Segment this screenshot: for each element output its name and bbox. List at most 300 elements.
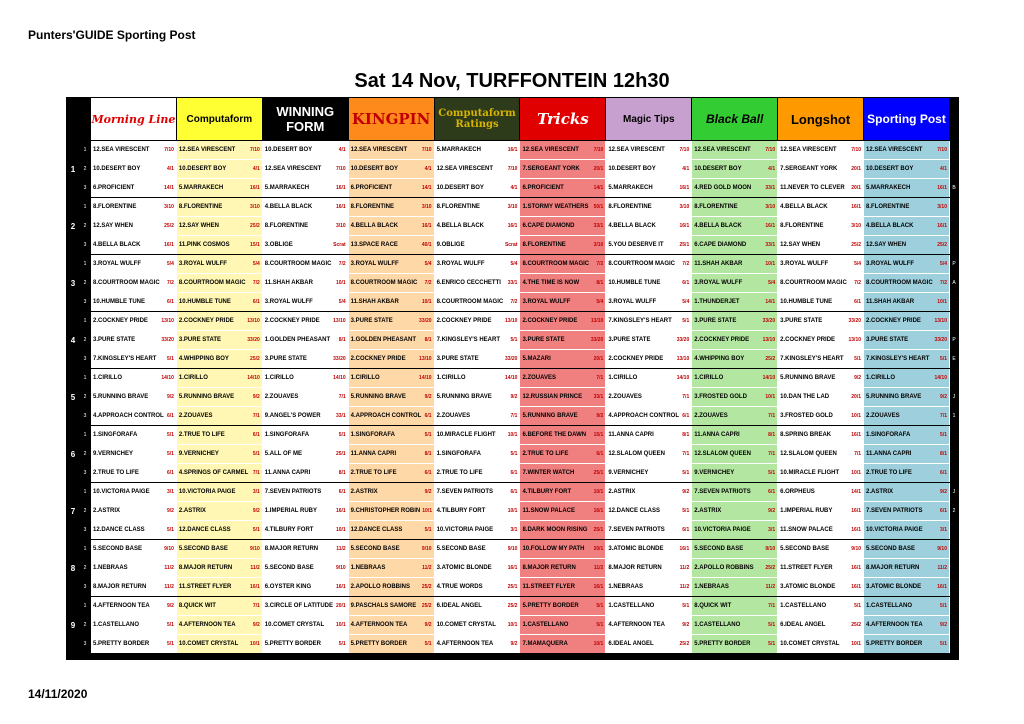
odds: 3/1 bbox=[166, 489, 174, 495]
odds: 7/2 bbox=[854, 280, 862, 286]
tip-cell bbox=[606, 407, 692, 426]
odds: 7/10 bbox=[679, 147, 690, 153]
horse-name: 5.RUNNING BRAVE bbox=[436, 394, 492, 400]
race-number bbox=[67, 597, 80, 616]
horse-name: 9.PASCHALS SAMORE bbox=[350, 603, 417, 609]
tip-cell bbox=[692, 331, 778, 350]
tip-cell bbox=[606, 350, 692, 369]
race-number bbox=[67, 464, 80, 483]
horse-name: 4.TILBURY FORT bbox=[436, 508, 486, 514]
horse-name: 2.ASTRIX bbox=[694, 508, 722, 514]
race-number bbox=[67, 578, 80, 597]
horse-name: 8.QUICK WIT bbox=[694, 603, 732, 609]
odds: 25/2 bbox=[421, 584, 432, 590]
column-header-computaform-ratings: Computaform Ratings bbox=[434, 98, 520, 141]
odds: 7/2 bbox=[338, 261, 346, 267]
table-row bbox=[67, 293, 959, 312]
tip-cell bbox=[434, 255, 520, 274]
tip-cell bbox=[348, 464, 434, 483]
tip-cell bbox=[778, 293, 864, 312]
tip-cell bbox=[520, 160, 606, 179]
odds: 16/1 bbox=[507, 223, 518, 229]
race-number bbox=[67, 141, 80, 160]
tip-cell bbox=[606, 635, 692, 654]
tip-cell bbox=[692, 198, 778, 217]
tip-cell bbox=[434, 445, 520, 464]
side-label bbox=[950, 635, 959, 654]
odds: 25/2 bbox=[765, 356, 776, 362]
horse-name: 3.ROYAL WULFF bbox=[522, 299, 571, 305]
odds: 10/1 bbox=[250, 641, 260, 647]
odds: 11/2 bbox=[679, 584, 690, 590]
tip-cell bbox=[864, 407, 950, 426]
odds: 16/1 bbox=[679, 546, 690, 552]
race-number: 8 bbox=[67, 559, 80, 578]
horse-name: 2.TRUE TO LIFE bbox=[93, 470, 139, 476]
odds: 5/1 bbox=[424, 527, 432, 533]
tip-cell bbox=[262, 217, 348, 236]
tip-cell bbox=[864, 502, 950, 521]
tip-cell bbox=[778, 483, 864, 502]
tip-cell bbox=[434, 559, 520, 578]
odds: 14/1 bbox=[851, 489, 862, 495]
horse-name: 4.APPROACH CONTROL bbox=[350, 413, 422, 419]
tip-cell bbox=[262, 293, 348, 312]
odds: 9/2 bbox=[424, 489, 432, 495]
tip-cell bbox=[434, 426, 520, 445]
tip-cell bbox=[606, 502, 692, 521]
odds: 14/10 bbox=[247, 375, 260, 381]
tip-cell bbox=[520, 198, 606, 217]
column-header-winning-form: WINNING FORM bbox=[262, 98, 348, 141]
odds: 14/10 bbox=[161, 375, 174, 381]
horse-name: 8.FLORENTINE bbox=[694, 204, 738, 210]
horse-name: 4.WHIPPING BOY bbox=[694, 356, 745, 362]
tip-cell bbox=[91, 179, 177, 198]
odds: 10/1 bbox=[335, 622, 346, 628]
race-number bbox=[67, 293, 80, 312]
horse-name: 4.WHIPPING BOY bbox=[178, 356, 229, 362]
side-label bbox=[950, 426, 959, 445]
odds: 4/1 bbox=[252, 166, 260, 172]
horse-name: 2.COCKNEY PRIDE bbox=[780, 337, 836, 343]
side-label: J bbox=[950, 388, 959, 407]
odds: 5/4 bbox=[854, 261, 862, 267]
tip-cell bbox=[434, 141, 520, 160]
tip-cell bbox=[520, 616, 606, 635]
tip-cell bbox=[176, 521, 262, 540]
tip-cell bbox=[606, 160, 692, 179]
odds: 33/20 bbox=[848, 318, 862, 324]
tip-cell bbox=[692, 597, 778, 616]
horse-name: 3.CIRCLE OF LATITUDE bbox=[264, 603, 334, 609]
tip-cell bbox=[348, 426, 434, 445]
table-row bbox=[67, 198, 959, 217]
horse-name: 12.DANCE CLASS bbox=[93, 527, 145, 533]
odds: 10/1 bbox=[765, 394, 776, 400]
side-label: J bbox=[950, 483, 959, 502]
odds: 20/1 bbox=[851, 185, 862, 191]
horse-name: 1.SINGFORAFA bbox=[264, 432, 310, 438]
horse-name: 1.NEBRAAS bbox=[350, 565, 386, 571]
odds: 5/1 bbox=[940, 603, 947, 609]
horse-name: 3.PURE STATE bbox=[264, 356, 307, 362]
horse-name: 1.CIRILLO bbox=[350, 375, 380, 381]
tip-cell bbox=[864, 312, 950, 331]
tip-cell bbox=[262, 141, 348, 160]
table-row bbox=[67, 597, 959, 616]
header-row bbox=[67, 98, 959, 141]
horse-name: 2.ASTRIX bbox=[178, 508, 206, 514]
odds: 9/2 bbox=[424, 622, 432, 628]
tip-cell bbox=[864, 483, 950, 502]
tip-cell bbox=[692, 274, 778, 293]
tip-cell bbox=[692, 217, 778, 236]
horse-name: 10.VICTORIA PAIGE bbox=[178, 489, 236, 495]
tip-cell bbox=[692, 407, 778, 426]
horse-name: 5.SECOND BASE bbox=[264, 565, 314, 571]
horse-name: 7.KINGSLEY'S HEART bbox=[608, 318, 672, 324]
tip-cell bbox=[692, 236, 778, 255]
tip-cell bbox=[434, 350, 520, 369]
tip-cell bbox=[348, 540, 434, 559]
tip-cell bbox=[692, 483, 778, 502]
tip-cell bbox=[778, 179, 864, 198]
odds: 10/1 bbox=[593, 489, 604, 495]
tip-cell bbox=[778, 312, 864, 331]
odds: 5/4 bbox=[682, 299, 690, 305]
tip-cell bbox=[348, 597, 434, 616]
side-label: P bbox=[950, 255, 959, 274]
tip-cell bbox=[348, 407, 434, 426]
pick-position: 3 bbox=[80, 350, 91, 369]
odds: 16/1 bbox=[851, 204, 862, 210]
tip-cell bbox=[520, 502, 606, 521]
horse-name: 5.SECOND BASE bbox=[780, 546, 830, 552]
tip-cell bbox=[176, 635, 262, 654]
tip-cell bbox=[778, 350, 864, 369]
tip-cell bbox=[348, 236, 434, 255]
tip-cell bbox=[262, 407, 348, 426]
tip-cell bbox=[692, 616, 778, 635]
tip-cell bbox=[176, 179, 262, 198]
tip-cell bbox=[864, 521, 950, 540]
horse-name: 5.MARRAKECH bbox=[866, 185, 911, 191]
side-label bbox=[950, 597, 959, 616]
tip-cell bbox=[692, 635, 778, 654]
tip-cell bbox=[91, 388, 177, 407]
horse-name: 12.SEA VIRESCENT bbox=[436, 166, 494, 172]
odds: 7/2 bbox=[596, 261, 604, 267]
odds: 14/10 bbox=[504, 375, 518, 381]
race-title: Sat 14 Nov, TURFFONTEIN 12h30 bbox=[354, 70, 670, 92]
tip-cell bbox=[778, 388, 864, 407]
odds: 9/10 bbox=[250, 546, 260, 552]
horse-name: 2.ZOUAVES bbox=[436, 413, 471, 419]
tip-cell bbox=[864, 179, 950, 198]
tip-cell bbox=[778, 236, 864, 255]
odds: 7/10 bbox=[164, 147, 174, 153]
odds: 16/1 bbox=[335, 185, 346, 191]
pick-position: 2 bbox=[80, 559, 91, 578]
odds: 14/10 bbox=[762, 375, 776, 381]
tip-cell bbox=[520, 350, 606, 369]
odds: 6/1 bbox=[424, 413, 432, 419]
tip-cell bbox=[692, 255, 778, 274]
tip-cell bbox=[176, 616, 262, 635]
horse-name: 10.FOLLOW MY PATH bbox=[522, 546, 585, 552]
horse-name: 1.IMPERIAL RUBY bbox=[780, 508, 833, 514]
odds: 8/1 bbox=[682, 432, 690, 438]
odds: 7/10 bbox=[593, 147, 604, 153]
tip-cell bbox=[606, 331, 692, 350]
pick-position: 1 bbox=[80, 198, 91, 217]
horse-name: 5.SECOND BASE bbox=[866, 546, 916, 552]
odds: 3/10 bbox=[507, 204, 518, 210]
tip-cell bbox=[606, 312, 692, 331]
pick-position: 3 bbox=[80, 236, 91, 255]
horse-name: 2.COCKNEY PRIDE bbox=[694, 337, 750, 343]
odds: 16/1 bbox=[679, 185, 690, 191]
tip-cell bbox=[348, 312, 434, 331]
tip-cell bbox=[262, 597, 348, 616]
horse-name: 3.PURE STATE bbox=[522, 337, 565, 343]
odds: 5/1 bbox=[166, 356, 174, 362]
tip-cell bbox=[520, 483, 606, 502]
tip-cell bbox=[864, 635, 950, 654]
race-number: 2 bbox=[67, 217, 80, 236]
odds: 20/1 bbox=[593, 166, 604, 172]
odds: 10/1 bbox=[765, 261, 776, 267]
tip-cell bbox=[778, 426, 864, 445]
odds: 3/10 bbox=[679, 204, 690, 210]
tip-cell bbox=[606, 540, 692, 559]
side-label bbox=[950, 141, 959, 160]
tip-cell bbox=[520, 388, 606, 407]
odds: 16/1 bbox=[507, 565, 518, 571]
odds: 33/1 bbox=[507, 280, 518, 286]
horse-name: 10.DESERT BOY bbox=[436, 185, 484, 191]
horse-name: 6.PROFICIENT bbox=[350, 185, 393, 191]
tip-cell bbox=[91, 160, 177, 179]
odds: 7/10 bbox=[765, 147, 776, 153]
pick-position: 1 bbox=[80, 483, 91, 502]
horse-name: 4.RED GOLD MOON bbox=[694, 185, 752, 191]
tip-cell bbox=[176, 293, 262, 312]
horse-name: 4.BELLA BLACK bbox=[436, 223, 485, 229]
odds: 14/1 bbox=[164, 185, 174, 191]
tip-cell bbox=[434, 198, 520, 217]
odds: 7/2 bbox=[682, 261, 690, 267]
tip-cell bbox=[348, 179, 434, 198]
odds: 7/2 bbox=[424, 280, 432, 286]
tip-cell bbox=[434, 407, 520, 426]
odds: 16/1 bbox=[937, 584, 947, 590]
odds: 7/2 bbox=[166, 280, 174, 286]
tip-cell bbox=[778, 407, 864, 426]
tip-cell bbox=[606, 369, 692, 388]
horse-name: 4.TILBURY FORT bbox=[522, 489, 572, 495]
tip-cell bbox=[778, 217, 864, 236]
tip-cell bbox=[262, 388, 348, 407]
odds: 5/1 bbox=[424, 432, 432, 438]
table-row bbox=[67, 160, 959, 179]
horse-name: 7.WINTER WATCH bbox=[522, 470, 575, 476]
odds: 6/1 bbox=[854, 299, 862, 305]
odds: 4/1 bbox=[424, 166, 432, 172]
tip-cell bbox=[520, 179, 606, 198]
race-number bbox=[67, 255, 80, 274]
odds: 25/2 bbox=[937, 242, 947, 248]
odds: 33/1 bbox=[593, 223, 604, 229]
tips-body bbox=[67, 141, 959, 654]
horse-name: 7.SEVEN PATRIOTS bbox=[264, 489, 322, 495]
tip-cell bbox=[434, 293, 520, 312]
horse-name: 5.MARRAKECH bbox=[436, 147, 481, 153]
horse-name: 9.CHRISTOPHER ROBIN bbox=[350, 508, 421, 514]
pick-position: 3 bbox=[80, 179, 91, 198]
horse-name: 4.BELLA BLACK bbox=[93, 242, 141, 248]
odds: 25/2 bbox=[250, 223, 260, 229]
race-number: 7 bbox=[67, 502, 80, 521]
odds: 14/1 bbox=[765, 299, 776, 305]
horse-name: 1.NEBRAAS bbox=[608, 584, 644, 590]
odds: 6/1 bbox=[510, 470, 518, 476]
horse-name: 5.RUNNING BRAVE bbox=[866, 394, 922, 400]
tip-cell bbox=[176, 236, 262, 255]
odds: 3/10 bbox=[335, 223, 346, 229]
tip-cell bbox=[348, 521, 434, 540]
tip-cell bbox=[606, 464, 692, 483]
horse-name: 12.SAY WHEN bbox=[866, 242, 907, 248]
odds: 11/2 bbox=[336, 546, 346, 552]
horse-name: 4.AFTERNOON TEA bbox=[436, 641, 494, 647]
tip-cell bbox=[520, 445, 606, 464]
horse-name: 10.HUMBLE TUNE bbox=[608, 280, 661, 286]
odds: 9/2 bbox=[682, 622, 690, 628]
horse-name: 6.IDEAL ANGEL bbox=[436, 603, 482, 609]
table-row bbox=[67, 388, 959, 407]
horse-name: 5.MARRAKECH bbox=[264, 185, 310, 191]
tip-cell bbox=[864, 293, 950, 312]
race-number bbox=[67, 179, 80, 198]
odds: 9/2 bbox=[596, 413, 604, 419]
odds: 16/1 bbox=[593, 584, 604, 590]
horse-name: 8.SPRING BREAK bbox=[780, 432, 832, 438]
horse-name: 12.SLALOM QUEEN bbox=[694, 451, 751, 457]
side-label bbox=[950, 312, 959, 331]
horse-name: 9.VERNICHEY bbox=[694, 470, 735, 476]
column-header-tricks: Tricks bbox=[520, 98, 606, 141]
side-label bbox=[950, 198, 959, 217]
odds: 5/1 bbox=[166, 622, 174, 628]
tip-cell bbox=[778, 274, 864, 293]
tip-cell bbox=[91, 274, 177, 293]
tip-cell bbox=[864, 388, 950, 407]
pick-position: 1 bbox=[80, 369, 91, 388]
tip-cell bbox=[348, 160, 434, 179]
odds: 10/1 bbox=[335, 280, 346, 286]
tip-cell bbox=[91, 540, 177, 559]
odds: 14/10 bbox=[333, 375, 346, 381]
horse-name: 1.CASTELLANO bbox=[608, 603, 655, 609]
tip-cell bbox=[348, 217, 434, 236]
odds: 5/1 bbox=[940, 432, 947, 438]
horse-name: 10.DESERT BOY bbox=[93, 166, 141, 172]
tip-cell bbox=[864, 274, 950, 293]
horse-name: 1.CASTELLANO bbox=[866, 603, 913, 609]
horse-name: 8.MAJOR RETURN bbox=[866, 565, 920, 571]
tip-cell bbox=[91, 141, 177, 160]
pick-position: 2 bbox=[80, 217, 91, 236]
tip-cell bbox=[91, 255, 177, 274]
odds: 10/1 bbox=[851, 413, 862, 419]
odds: 7/1 bbox=[682, 451, 690, 457]
horse-name: 1.CIRILLO bbox=[608, 375, 638, 381]
horse-name: 4.TILBURY FORT bbox=[264, 527, 314, 533]
tip-cell bbox=[91, 635, 177, 654]
horse-name: 3.ROYAL WULFF bbox=[694, 280, 743, 286]
tip-cell bbox=[778, 540, 864, 559]
odds: 25/2 bbox=[507, 603, 518, 609]
tip-cell bbox=[778, 445, 864, 464]
horse-name: 10.COMET CRYSTAL bbox=[264, 622, 325, 628]
horse-name: 3.ATOMIC BLONDE bbox=[608, 546, 664, 552]
horse-name: 10.DESERT BOY bbox=[264, 147, 313, 153]
horse-name: 8.MAJOR RETURN bbox=[93, 584, 147, 590]
table-row bbox=[67, 274, 959, 293]
horse-name: 3.ATOMIC BLONDE bbox=[780, 584, 836, 590]
odds: 16/1 bbox=[937, 185, 947, 191]
odds: 5/1 bbox=[940, 356, 947, 362]
horse-name: 12.SAY WHEN bbox=[780, 242, 821, 248]
horse-name: 3.PURE STATE bbox=[178, 337, 222, 343]
horse-name: 10.COMET CRYSTAL bbox=[178, 641, 239, 647]
odds: 11/2 bbox=[164, 565, 174, 571]
side-label: E bbox=[950, 350, 959, 369]
tip-cell bbox=[91, 236, 177, 255]
publisher-title: Punters'GUIDE Sporting Post bbox=[28, 28, 196, 42]
horse-name: 3.FROSTED GOLD bbox=[780, 413, 833, 419]
horse-name: 1.CASTELLANO bbox=[780, 603, 827, 609]
tip-cell bbox=[864, 198, 950, 217]
odds: 7/1 bbox=[682, 394, 690, 400]
horse-name: 8.FLORENTINE bbox=[93, 204, 137, 210]
odds: 7/10 bbox=[421, 147, 432, 153]
tip-cell bbox=[348, 388, 434, 407]
horse-name: 8.COURTROOM MAGIC bbox=[264, 261, 332, 267]
tip-cell bbox=[864, 559, 950, 578]
horse-name: 12.SLALOM QUEEN bbox=[608, 451, 666, 457]
odds: 7/2 bbox=[510, 299, 518, 305]
odds: 4/1 bbox=[940, 166, 947, 172]
horse-name: 8.FLORENTINE bbox=[178, 204, 223, 210]
odds: 5/1 bbox=[768, 641, 776, 647]
odds: 7/10 bbox=[937, 147, 947, 153]
horse-name: 1.CIRILLO bbox=[264, 375, 294, 381]
tip-cell bbox=[606, 179, 692, 198]
odds: 8/1 bbox=[338, 470, 346, 476]
odds: 15/1 bbox=[250, 242, 260, 248]
tip-cell bbox=[606, 293, 692, 312]
tip-cell bbox=[692, 426, 778, 445]
horse-name: 3.PURE STATE bbox=[866, 337, 909, 343]
odds: 3/1 bbox=[768, 527, 776, 533]
odds: 25/2 bbox=[765, 565, 776, 571]
odds: 11/2 bbox=[937, 565, 947, 571]
odds: 4/1 bbox=[682, 166, 690, 172]
column-header-sporting-post: Sporting Post bbox=[864, 98, 950, 141]
